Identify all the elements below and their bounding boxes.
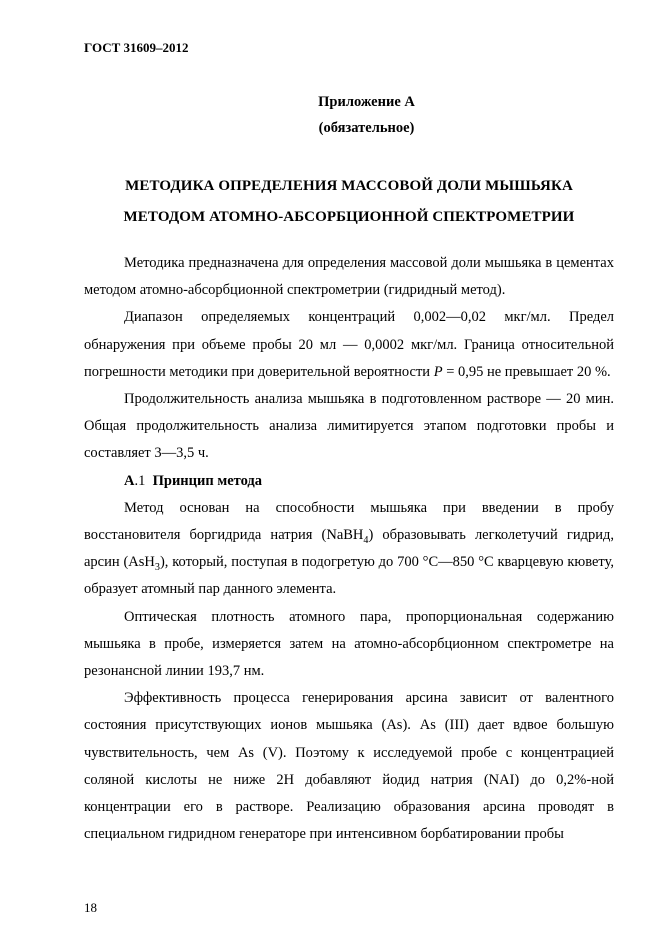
subscript-4: 4 bbox=[363, 534, 369, 546]
title-line-1: МЕТОДИКА ОПРЕДЕЛЕНИЯ МАССОВОЙ ДОЛИ МЫШЬЯКА bbox=[125, 178, 573, 194]
paragraph-principle-text-b: ) образовывать легколетучий гидрид, арсин (AsH bbox=[84, 527, 614, 571]
paragraph-optical-density: Оптическая плотность атомного пара, пропорциональная содержанию мышьяка в пробе, измеряется затем на атомно-абсорбционном спектрометре на резонансной линии 193,7 нм. bbox=[84, 608, 614, 680]
paragraph-principle bbox=[84, 495, 614, 604]
section-title: Принцип метода bbox=[152, 472, 263, 489]
paragraph-duration: Продолжительность анализа мышьяка в подготовленном растворе — 20 мин. Общая продолжительность анализа лимитируется этапом подготовки пробы и составляет 3—3,5 ч. bbox=[84, 391, 614, 462]
appendix-status: (обязательное) bbox=[318, 120, 415, 136]
page-number: 18 bbox=[84, 900, 97, 915]
appendix-title: Приложение А bbox=[318, 94, 415, 110]
paragraph-principle-text-c: ), который, поступая в подогретую до 700 °С—850 °С кварцевую кювету, образует атомный пар данного элемента. bbox=[84, 554, 614, 598]
subscript-3: 3 bbox=[154, 562, 160, 574]
paragraph-efficiency: Эффективность процесса генерирования арсина зависит от валентного состояния присутствующих ионов мышьяка (As). As (III) дает вдвое большую чувствительность, чем As (V). Поэтому к исследуемой пробе с концентрацией соляной кислоты не ниже 2Н добавляют йодид натрия (NAI) до 0,2%-ной концентрации его в растворе. Реализацию образования арсина проводят в специальном гидридном генераторе при интенсивном борбатировании пробы bbox=[84, 690, 614, 843]
section-number: А bbox=[124, 472, 135, 489]
paragraph-range bbox=[84, 304, 614, 386]
paragraph-range-text-a: Диапазон определяемых концентраций 0,002—0,02 мкг/мл. Предел обнаружения при объеме пробы 20 мл — 0,0002 мкг/мл. Граница относительной погрешности методики при доверительной вероятности bbox=[84, 309, 614, 380]
body-text bbox=[84, 250, 614, 848]
section-number-suffix: .1 bbox=[134, 472, 146, 489]
section-heading bbox=[84, 468, 614, 495]
paragraph-purpose: Методика предназначена для определения массовой доли мышьяка в цементах методом атомно-абсорбционной спектрометрии (гидридный метод). bbox=[84, 255, 614, 299]
title-line-2: МЕТОДОМ АТОМНО-АБСОРБЦИОННОЙ СПЕКТРОМЕТРИИ bbox=[123, 209, 575, 225]
paragraph-range-text-b: = 0,95 не превышает 20 %. bbox=[442, 363, 611, 380]
probability-variable: P bbox=[433, 363, 443, 380]
paragraph-principle-text-a: Метод основан на способности мышьяка при введении в пробу восстановителя боргидрида натрия (NaBH bbox=[84, 499, 614, 544]
standard-header: ГОСТ 31609–2012 bbox=[84, 40, 189, 55]
document-title bbox=[84, 171, 614, 233]
